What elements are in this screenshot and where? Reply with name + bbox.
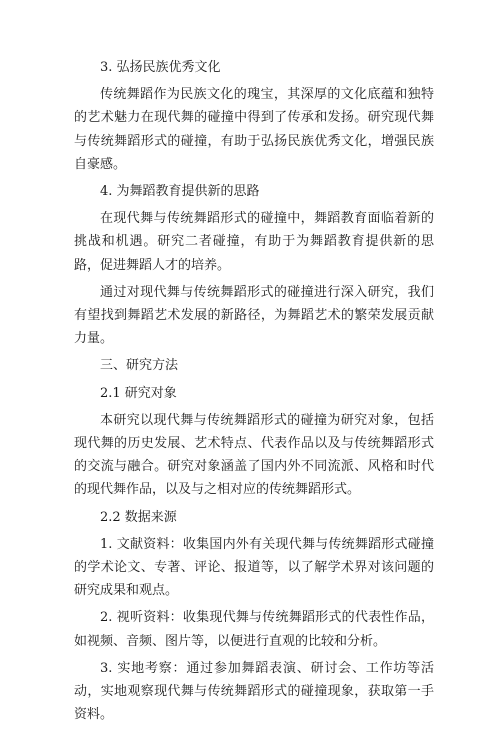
heading-research-methods: 三、研究方法	[100, 358, 179, 374]
paragraph-conclusion: 通过对现代舞与传统舞蹈形式的碰撞进行深入研究，我们有望找到舞蹈艺术发展的新路径，为舞蹈艺术的繁荣发展贡献力量。	[74, 284, 434, 347]
paragraph-promote-culture: 传统舞蹈作为民族文化的瑰宝，其深厚的文化底蕴和独特的艺术魅力在现代舞的碰撞中得到了传承和发扬。研究现代舞与传统舞蹈形式的碰撞，有助于弘扬民族优秀文化，增强民族自豪感。	[74, 87, 434, 172]
heading-2-2-data-sources: 2.2 数据来源	[100, 509, 177, 525]
heading-2-1-research-object: 2.1 研究对象	[100, 385, 177, 401]
paragraph-field-study: 3. 实地考察：通过参加舞蹈表演、研讨会、工作坊等活动，实地观察现代舞与传统舞蹈形式的碰撞现象，获取第一手资料。	[74, 660, 434, 723]
heading-3-promote-culture: 3. 弘扬民族优秀文化	[100, 60, 221, 75]
heading-4-dance-education: 4. 为舞蹈教育提供新的思路	[100, 184, 260, 200]
document-page	[74, 56, 434, 730]
paragraph-research-object: 本研究以现代舞与传统舞蹈形式的碰撞为研究对象，包括现代舞的历史发展、艺术特点、代表作品以及与传统舞蹈形式的交流与融合。研究对象涵盖了国内外不同流派、风格和时代的现代舞作品，以及与之相对应的传统舞蹈形式。	[74, 412, 434, 498]
paragraph-literature: 1. 文献资料：收集国内外有关现代舞与传统舞蹈形式碰撞的学术论文、专著、评论、报道等，以了解学术界对该问题的研究成果和观点。	[74, 536, 434, 599]
paragraph-audiovisual: 2. 视听资料：收集现代舞与传统舞蹈形式的代表性作品，如视频、音频、图片等，以便进行直观的比较和分析。	[74, 610, 434, 649]
paragraph-dance-education: 在现代舞与传统舞蹈形式的碰撞中，舞蹈教育面临着新的挑战和机遇。研究二者碰撞，有助于为舞蹈教育提供新的思路，促进舞蹈人才的培养。	[74, 211, 434, 273]
